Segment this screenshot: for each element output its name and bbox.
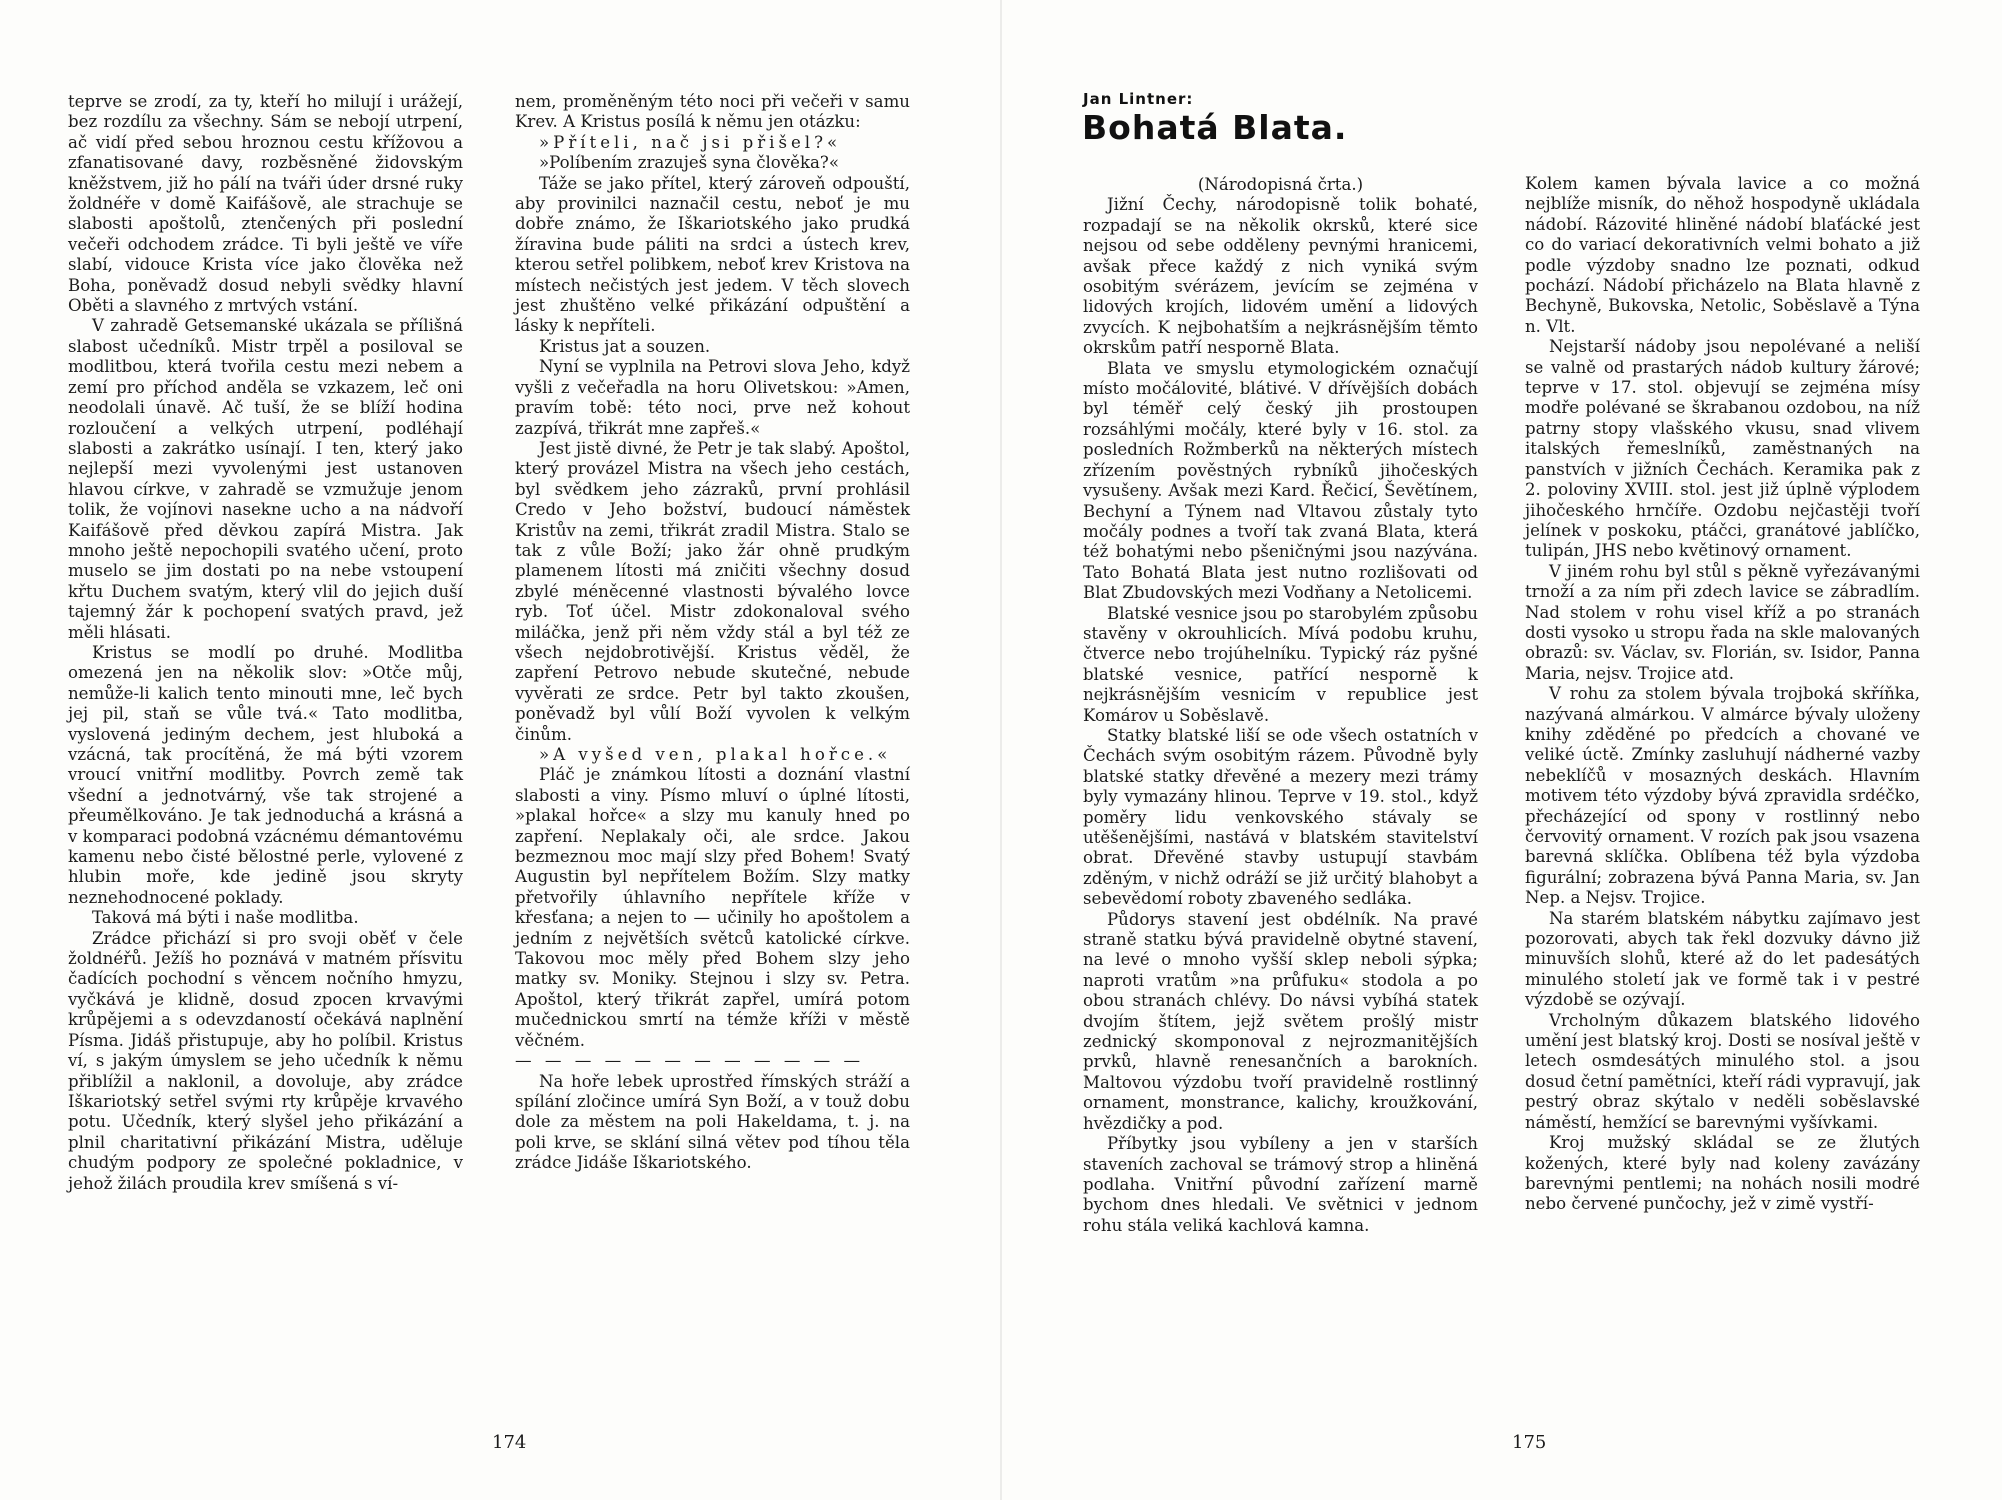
- paragraph: Vrcholným důkazem blatského lidového umění jest blatský kroj. Dosti se nosíval ještě v letech osmdesátých minulého stol. a jsou dosud četní pamětníci, kteří rádi vypravují, jak pestrý obraz skýtalo v neděli soběslavské náměstí, hemžící se barevnými vyšívkami.: [1525, 1010, 1920, 1132]
- left-page-column-2: [515, 92, 910, 1174]
- paragraph: Nyní se vyplnila na Petrovi slova Jeho, když vyšli z večeřadla na horu Olivetskou: »Amen, pravím tobě: této noci, prve než kohout zazpívá, třikrát mne zapřeš.«: [515, 357, 910, 438]
- paragraph: Půdorys stavení jest obdélník. Na pravé straně statku bývá pravidelně obytné stavení, na levé o mnoho vyšší sklep neboli sýpka; naproti vratům »na průfuku« stodola a po obou stranách chlévy. Do návsi vybíhá statek dvojím štítem, jejž světem prošlý mistr zednický skomponoval z nejrozmanitějších prvků, hlavně renesančních a barokních. Maltovou výzdobu tvoří pravidelně rostlinný ornament, monstrance, kalichy, kroužkování, hvězdičky a pod.: [1083, 909, 1478, 1133]
- right-page-column-1: [1083, 175, 1478, 1236]
- right-page: [1002, 0, 2002, 1500]
- paragraph: Statky blatské liší se ode všech ostatních v Čechách svým osobitým rázem. Původně byly blatské statky dřevěné a mezery mezi trámy byly vymazány hlinou. Teprve v 19. stol., když poměry lidu venkovského stávaly se utěšenějšími, nastává v blatském stavitelství obrat. Dřevěné stavby ustupují stavbám zděným, v nichž odráží se již určitý blahobyt a sebevědomí roboty zbaveného sedláka.: [1083, 725, 1478, 909]
- subtitle: (Národopisná črta.): [1197, 175, 1364, 194]
- page-number: 175: [1512, 1432, 1547, 1453]
- paragraph: Taková má býti i naše modlitba.: [92, 908, 359, 928]
- dash-divider: — — — — — — — — — — — —: [515, 1051, 865, 1071]
- paragraph: Kristus jat a souzen.: [539, 336, 711, 356]
- left-page: [0, 0, 1000, 1500]
- quote: »Políbením zrazuješ syna člověka?«: [539, 153, 839, 173]
- paragraph: Na hoře lebek uprostřed římských stráží a spílání zločince umírá Syn Boží, a v touž dobu dole za městem na poli Hakeldama, t. j. na poli krve, se sklání silná větev pod tíhou těla zrádce Jidáše Iškariotského.: [515, 1071, 910, 1173]
- paragraph: V jiném rohu byl stůl s pěkně vyřezávanými trnoží a za ním při zdech lavice se zábradlím. Nad stolem v rohu visel kříž a po stranách dosti vysoko u stropu řada na skle malovaných obrazů: sv. Václav, sv. Florián, sv. Isidor, Panna Maria, nejsv. Trojice atd.: [1525, 561, 1920, 683]
- paragraph: Příbytky jsou vybíleny a jen v starších staveních zachoval se trámový strop a hliněná podlaha. Vnitřní původní zařízení marně bychom dnes hledali. Ve světnici v jednom rohu stála veliká kachlová kamna.: [1083, 1134, 1478, 1235]
- paragraph: V zahradě Getsemanské ukázala se přílišná slabost učedníků. Mistr trpěl a posiloval se modlitbou, která tvořila cestu mezi nebem a zemí pro příchod anděla se vzkazem, leč oni neodolali únavě. Ač tuší, že se blíží hodina rozloučení a velkých utrpení, podléhají slabosti a zakrátko usínají. I ten, který jako nejlepší mezi vyvolenými jest ustanoven hlavou církve, v zahradě se vzmužuje jenom tolik, že vojínovi nasekne ucho a na nádvoří Kaifášově před děvkou zapírá Mistra. Jak mnoho ještě nepochopili svatého učení, proto muselo se jim dostati po na nebe vstoupení křtu Duchem svatým, který vlil do jejich duší tajemný žár k pochopení svatých pravd, jež měli hlásati.: [68, 316, 463, 642]
- paragraph: Kolem kamen bývala lavice a co možná nejblíže misník, do něhož hospodyně ukládala nádobí. Rázovité hliněné nádobí blaťácké jest co do variací dekorativních velmi bohato a již podle výzdoby snadno lze poznati, odkud pochází. Nádobí přicházelo na Blata hlavně z Bechyně, Bukovska, Netolic, Soběslavě a Týna n. Vlt.: [1525, 174, 1920, 336]
- paragraph: Táže se jako přítel, který zároveň odpouští, aby provinilci naznačil cestu, neboť je mu dobře známo, že Iškariotského jako prudká žíravina bude páliti na srdci a ústech krev, kterou setřel polibkem, neboť krev Kristova na místech nečistých jest jedem. V těch slovech jest zhuštěno velké přikázání odpuštění a lásky k nepříteli.: [515, 173, 910, 336]
- paragraph: Zrádce přichází si pro svoji oběť v čele žoldnéřů. Ježíš ho poznává v matném přísvitu čadících pochodní s věncem nočního hmyzu, vyčkává je klidně, dosud zpocen krvavými krůpějemi a s odevzdaností očekává naplnění Písma. Jidáš přistupuje, aby ho políbil. Kristus ví, s jakým úmyslem se jeho učedník k němu přiblížil a naklonil, a dovoluje, aby zrádce Iškariotský setřel svými rty krůpěje krvavého potu. Učedník, který slyšel jeho přikázání a plnil charitativní přikázání Mistra, uděluje chudým podpory ze společné pokladnice, v jehož žilách proudila krev smíšená s ví-: [68, 928, 463, 1193]
- spaced-quote: »A vyšed ven, plakal hořce.«: [539, 745, 892, 764]
- article-author: Jan Lintner:: [1083, 90, 1194, 108]
- paragraph: nem, proměněným této noci při večeři v samu Krev. A Kristus posílá k němu jen otázku:: [515, 92, 910, 132]
- paragraph: Blatské vesnice jsou po starobylém způsobu stavěny v okrouhlicích. Mívá podobu kruhu, čtverce nebo trojúhelníku. Typický ráz pyšné blatské vesnice, patřící nesporně k nejkrásnějším vesnicím v republice jest Komárov u Soběslavě.: [1083, 603, 1478, 725]
- paragraph: Blata ve smyslu etymologickém označují místo močálovité, blátivé. V dřívějších dobách byl téměř celý český jih prostoupen rozsáhlými močály, které byly v 16. stol. za posledních Rožmberků na některých místech zřízením pověstných rybníků jihočeských vysušeny. Avšak mezi Kard. Řečicí, Ševětínem, Bechyní a Týnem nad Vltavou zůstaly tyto močály podnes a tvoří tak zvaná Blata, která též bohatými nebo pšeničnými jsou nazývána. Tato Bohatá Blata jest nutno rozlišovati od Blat Zbudovských mezi Vodňany a Netolicemi.: [1083, 358, 1478, 603]
- paragraph: Nejstarší nádoby jsou nepolévané a neliší se valně od prastarých nádob kultury žárové; teprve v 17. stol. objevují se zejména mísy modře polévané se škrabanou ozdobou, na níž patrny stopy vlašského vkusu, snad vlivem italských řemeslníků, zaměstnaných na panstvích v jižních Čechách. Keramika pak z 2. poloviny XVIII. stol. jest již úplně výplodem jihočeského hrnčíře. Ozdobu nejčastěji tvoří jelínek v poskoku, ptáčci, granátové jablíčko, tulipán, JHS nebo květinový ornament.: [1525, 337, 1920, 561]
- article-title: Bohatá Blata.: [1082, 108, 1348, 147]
- paragraph: Pláč je známkou lítosti a doznání vlastní slabosti a viny. Písmo mluví o úplné lítosti, »plakal hořce« a slzy mu kanuly hned po zapření. Neplakaly oči, ale srdce. Jakou bezmeznou moc mají slzy před Bohem! Svatý Augustin byl nepřítelem Božím. Slzy matky přetvořily úhlavního nepřítele kříže v křesťana; a nejen to — učinily ho apoštolem a jedním z největších světců katolické církve. Takovou moc měly před Bohem slzy jeho matky sv. Moniky. Stejnou i slzy sv. Petra. Apoštol, který třikrát zapřel, umírá potom mučednickou smrtí na témže kříži v městě věčném.: [515, 765, 910, 1050]
- paragraph: Na starém blatském nábytku zajímavo jest pozorovati, abych tak řekl dozvuky dávno již minuvších slohů, které až do let padesátých minulého století jak ve formě tak i v pestré výzdobě se ozývají.: [1525, 908, 1920, 1010]
- right-page-column-2: [1525, 174, 1920, 1215]
- page-number: 174: [492, 1432, 527, 1453]
- paragraph: teprve se zrodí, za ty, kteří ho milují i urážejí, bez rozdílu za všechny. Sám se nebojí utrpení, ač vidí před sebou hroznou cestu křížovou a zfanatisované davy, rozběsněné židovským kněžstvem, již ho pálí na tváři úder drsné ruky žoldnéře v domě Kaifášově, ale strachuje se slabosti apoštolů, ztenčených při poslední večeři odchodem zrádce. Ti byli ještě ve víře slabí, vidouce Krista více jako člověka než Boha, poněvadž dosud nebyli svědky hlavní Oběti a slavného z mrtvých vstání.: [68, 92, 463, 316]
- paragraph: V rohu za stolem bývala trojboká skříňka, nazývaná almárkou. V almárce bývaly uloženy knihy zděděné po předcích a chované ve veliké úctě. Zmínky zasluhují nádherné vazby nebeklíčů v mosazných deskách. Hlavním motivem této výzdoby bývá zpravidla srdéčko, přecházející od spony v rostlinný nebo červovitý ornament. V rozích pak jsou vsazena barevná sklíčka. Oblíbena též byla výzdoba figurální; zobrazena bývá Panna Maria, sv. Jan Nep. a Nejsv. Trojice.: [1525, 684, 1920, 908]
- paragraph: Kristus se modlí po druhé. Modlitba omezená jen na několik slov: »Otče můj, nemůže-li kalich tento minouti mne, leč bych jej pil, staň se vůle tvá.« Tato modlitba, vyslovená jediným dechem, jest hluboká a vzácná, tak procítěná, že má býti vzorem vroucí vnitřní modlitby. Povrch země tak všední a jednotvárný, vše tak strojené a přeumělkováno. Je tak jednoduchá a krásná a v komparaci podobná vzácnému démantovému kamenu nebo čisté bělostné perle, vylovené z hlubin moře, kde jedině jsou skryty neznehodnocené poklady.: [68, 642, 463, 907]
- paragraph: Jest jistě divné, že Petr je tak slabý. Apoštol, který provázel Mistra na všech jeho cestách, byl svědkem jeho zázraků, první prohlásil Credo v Jeho božství, budoucí náměstek Kristův na zemi, třikrát zradil Mistra. Stalo se tak z vůle Boží; jako žár ohně prudkým plamenem lítosti má zničiti všechny dosud zbylé méněcenné vlastnosti bývalého lovce ryb. Toť účel. Mistr zdokonaloval svého miláčka, jenž při něm vždy stál a byl též ze všech nejdobrotivější. Kristus věděl, že zapření Petrovo nebude skutečné, nebude vyvěrati ze srdce. Petr byl takto zkoušen, poněvadž byl vůlí Boží vyvolen k velkým činům.: [515, 438, 910, 744]
- left-page-column-1: [68, 92, 463, 1194]
- paragraph: Kroj mužský skládal se ze žlutých kožených, které byly nad koleny zavázány barevnými pentlemi; na nohách nosili modré nebo červené punčochy, jež v zimě vystří-: [1525, 1133, 1920, 1214]
- spaced-quote: »Příteli, nač jsi přišel?«: [539, 132, 842, 152]
- paragraph: Jižní Čechy, národopisně tolik bohaté, rozpadají se na několik okrsků, které sice nejsou od sebe odděleny pevnými hranicemi, avšak přece každý z nich vyniká svým osobitým svérázem, jevícím se zejména v lidových krojích, lidovém umění a lidových zvycích. K nejbohatším a nejkrásnějším těmto okrskům patří nesporně Blata.: [1083, 195, 1478, 358]
